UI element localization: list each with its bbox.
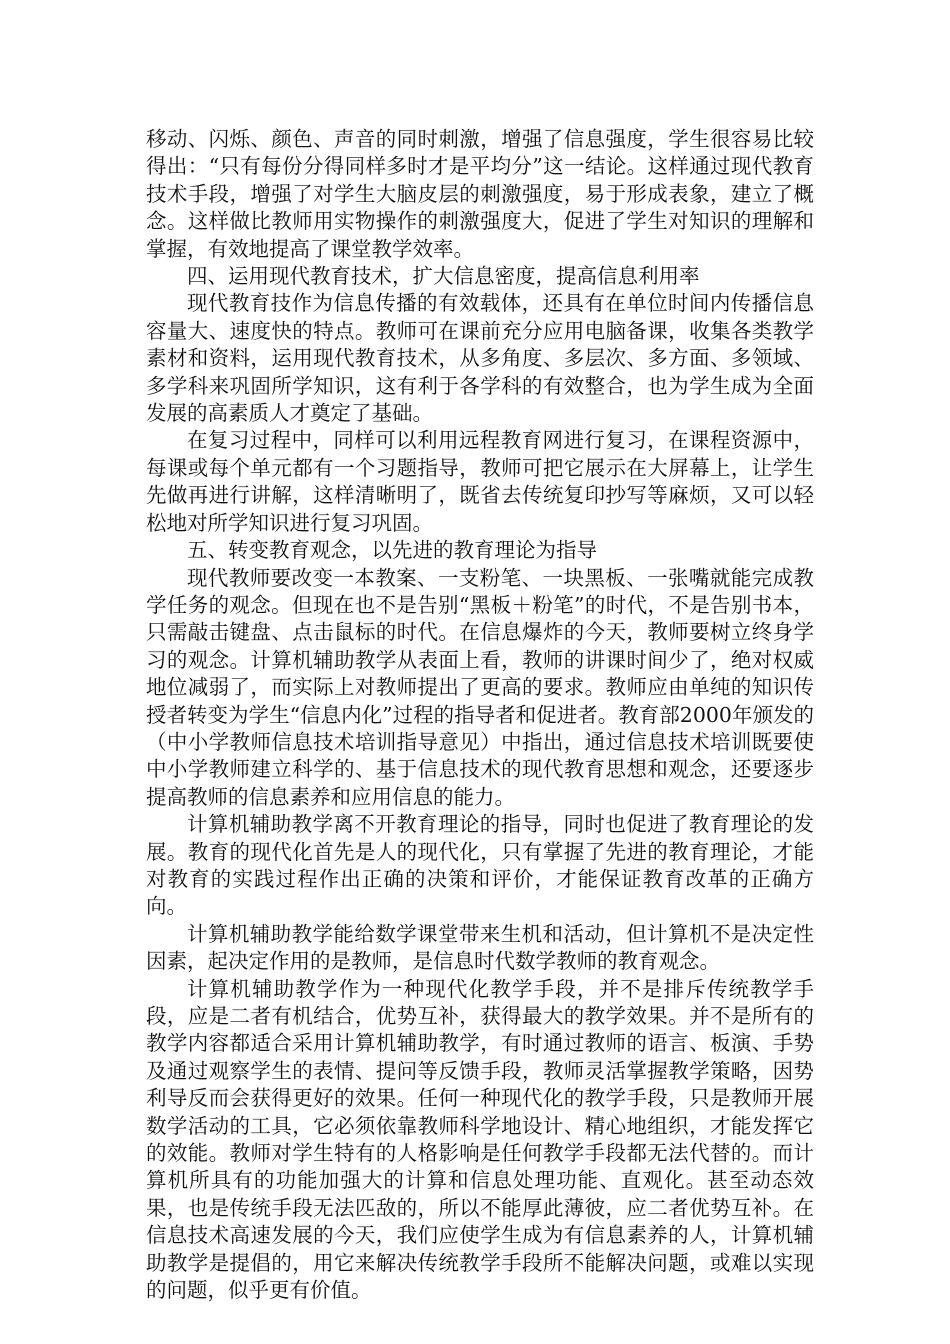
paragraph-2: 现代教育技作为信息传播的有效载体，还具有在单位时间内传播信息容量大、速度快的特点。教师可在课前充分应用电脑备课，收集各类教学素材和资料，运用现代教育技术，从多角度、多层次、多方面、多领域、多学科来巩固所学知识，这有利于各学科的有效整合，也为学生成为全面发展的高素质人才奠定了基础。: [146, 291, 814, 426]
section-heading-5: 五、转变教育观念，以先进的教育理论为指导: [187, 538, 597, 563]
paragraph-5: 计算机辅助教学离不开教育理论的指导，同时也促进了教育理论的发展。教育的现代化首先是人的现代化，只有掌握了先进的教育理论，才能对教育的实践过程作出正确的决策和评价，才能保证教育改革的正确方向。: [146, 812, 814, 919]
paragraph-7: 计算机辅助教学作为一种现代化教学手段，并不是排斥传统教学手段，应是二者有机结合，优势互补，获得最大的教学效果。并不是所有的教学内容都适合采用计算机辅助教学，有时通过教师的语言、板演、手势及通过观察学生的表情、提问等反馈手段，教师灵活掌握教学策略，因势利导反而会获得更好的效果。任何一种现代化的教学手段，只是教师开展数学活动的工具，它必须依靠教师科学地设计、精心地组织，才能发挥它的效能。教师对学生特有的人格影响是任何教学手段都无法代替的。而计算机所具有的功能加强大的计算和信息处理功能、直观化。甚至动态效果，也是传统手段无法匹敌的，所以不能厚此薄彼，应二者优势互补。在信息技术高速发展的今天，我们应使学生成为有信息素养的人，计算机辅助教学是提倡的，用它来解决传统教学手段所不能解决问题，或难以实现的问题，似乎更有价值。: [146, 976, 814, 1303]
paragraph-1: 移动、闪烁、颜色、声音的同时刺激，增强了信息强度，学生很容易比较得出：“只有每份分得同样多时才是平均分”这一结论。这样通过现代教育技术手段，增强了对学生大脑皮层的刺激强度，易于形成表象，建立了概念。这样做比教师用实物操作的刺激强度大，促进了学生对知识的理解和掌握，有效地提高了课堂教学效率。: [146, 127, 814, 261]
section-heading-4: 四、运用现代教育技术，扩大信息密度，提高信息利用率: [187, 264, 700, 289]
paragraph-4: 现代教师要改变一本教案、一支粉笔、一块黑板、一张嘴就能完成教学任务的观念。但现在也不是告别“黑板＋粉笔”的时代，不是告别书本，只需敲击键盘、点击鼠标的时代。在信息爆炸的今天，教师要树立终身学习的观念。计算机辅助教学从表面上看，教师的讲课时间少了，绝对权威地位减弱了，而实际上对教师提出了更高的要求。教师应由单纯的知识传授者转变为学生“信息内化”过程的指导者和促进者。教育部2000年颁发的（中小学教师信息技术培训指导意见）中指出，通过信息技术培训既要使中小学教师建立科学的、基于信息技术的现代教育思想和观念，还要逐步提高教师的信息素养和应用信息的能力。: [146, 565, 814, 809]
paragraph-3: 在复习过程中，同样可以利用远程教育网进行复习，在课程资源中，每课或每个单元都有一个习题指导，教师可把它展示在大屏幕上，让学生先做再进行讲解，这样清晰明了，既省去传统复印抄写等麻烦，又可以轻松地对所学知识进行复习巩固。: [146, 428, 814, 535]
paragraph-6: 计算机辅助教学能给数学课堂带来生机和活动，但计算机不是决定性因素，起决定作用的是教师，是信息时代数学教师的教育观念。: [146, 921, 814, 974]
document-body: [146, 126, 814, 1304]
